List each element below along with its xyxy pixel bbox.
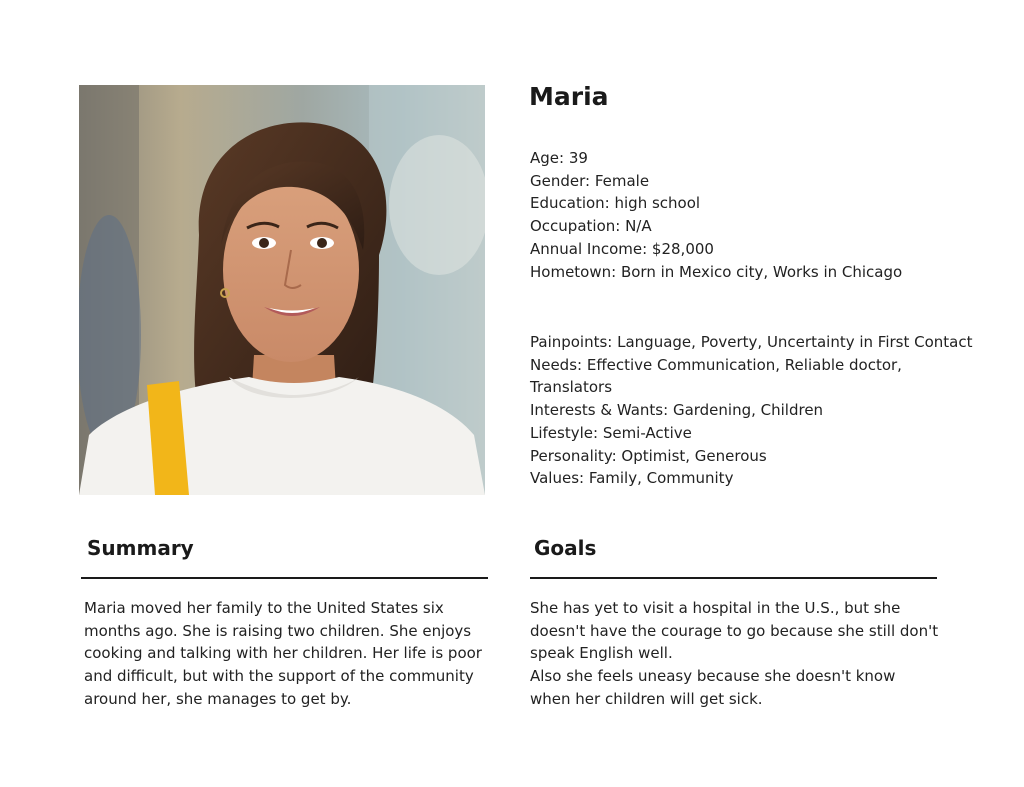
- goals-heading: Goals: [534, 536, 597, 560]
- demographic-age: Age: 39: [530, 149, 588, 167]
- attribute-needs: Needs: Effective Communication, Reliable doctor, Translators: [530, 355, 902, 397]
- demographics-list: [530, 147, 970, 283]
- attribute-interests: Interests & Wants: Gardening, Children: [530, 401, 824, 420]
- goals-text: [530, 597, 940, 711]
- demographic-hometown: Hometown: Born in Mexico city, Works in Chicago: [530, 262, 903, 281]
- summary-divider: [81, 577, 488, 579]
- attribute-personality: Personality: Optimist, Generous: [530, 446, 767, 465]
- demographic-education: Education: high school: [530, 194, 701, 213]
- attribute-painpoints: Painpoints: Language, Poverty, Uncertainty in First Contact: [530, 333, 973, 351]
- demographic-occupation: Occupation: N/A: [530, 217, 652, 236]
- summary-text: Maria moved her family to the United States six months ago. She is raising two children. She enjoys cooking and talking with her children. Her life is poor and difficult, but with the support of the community around her, she manages to get by.: [84, 599, 482, 708]
- attributes-list: [530, 331, 973, 490]
- goals-line-2: Also she feels uneasy because she doesn't know when her children will get sick.: [530, 667, 896, 708]
- persona-photo: [79, 85, 485, 495]
- goals-divider: [530, 577, 937, 579]
- portrait-image: [79, 85, 485, 495]
- attribute-lifestyle: Lifestyle: Semi-Active: [530, 423, 692, 442]
- goals-line-1: She has yet to visit a hospital in the U.S., but she doesn't have the courage to go because she still don't speak English well.: [530, 599, 939, 663]
- demographic-income: Annual Income: $28,000: [530, 239, 714, 258]
- summary-heading: Summary: [87, 536, 194, 560]
- demographic-gender: Gender: Female: [530, 171, 650, 190]
- persona-name: Maria: [529, 82, 609, 111]
- attribute-values: Values: Family, Community: [530, 469, 734, 488]
